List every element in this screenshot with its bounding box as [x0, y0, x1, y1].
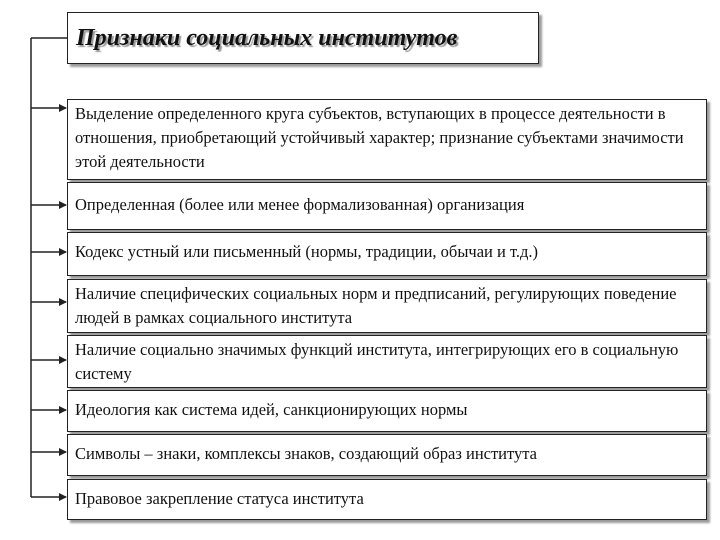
- item-box-8: [67, 479, 707, 520]
- item-text: Правовое закрепление статуса института: [75, 489, 364, 508]
- item-box-1: [67, 99, 707, 180]
- item-text: Наличие специфических социальных норм и предписаний, регулирующих поведение людей в рамках социального института: [75, 284, 677, 327]
- item-box-7: [67, 434, 707, 476]
- item-box-4: [67, 279, 707, 333]
- item-text: Определенная (более или менее формализованная) организация: [75, 195, 525, 214]
- diagram-title: Признаки социальных институтов: [76, 24, 458, 51]
- item-text: Символы – знаки, комплексы знаков, создающий образ института: [75, 444, 537, 463]
- item-box-2: [67, 182, 707, 230]
- item-text: Идеология как система идей, санкционирующих нормы: [75, 400, 468, 419]
- item-text: Выделение определенного круга субъектов, вступающих в процессе деятельности в отношения, приобретающий устойчивый характер; признание субъектами значимости этой деятельности: [75, 104, 684, 171]
- item-box-5: [67, 335, 707, 388]
- title-box: [67, 12, 539, 64]
- item-box-3: [67, 232, 707, 276]
- item-text: Наличие социально значимых функций института, интегрирующих его в социальную систему: [75, 340, 679, 383]
- item-box-6: [67, 390, 707, 432]
- item-text: Кодекс устный или письменный (нормы, традиции, обычаи и т.д.): [75, 242, 539, 261]
